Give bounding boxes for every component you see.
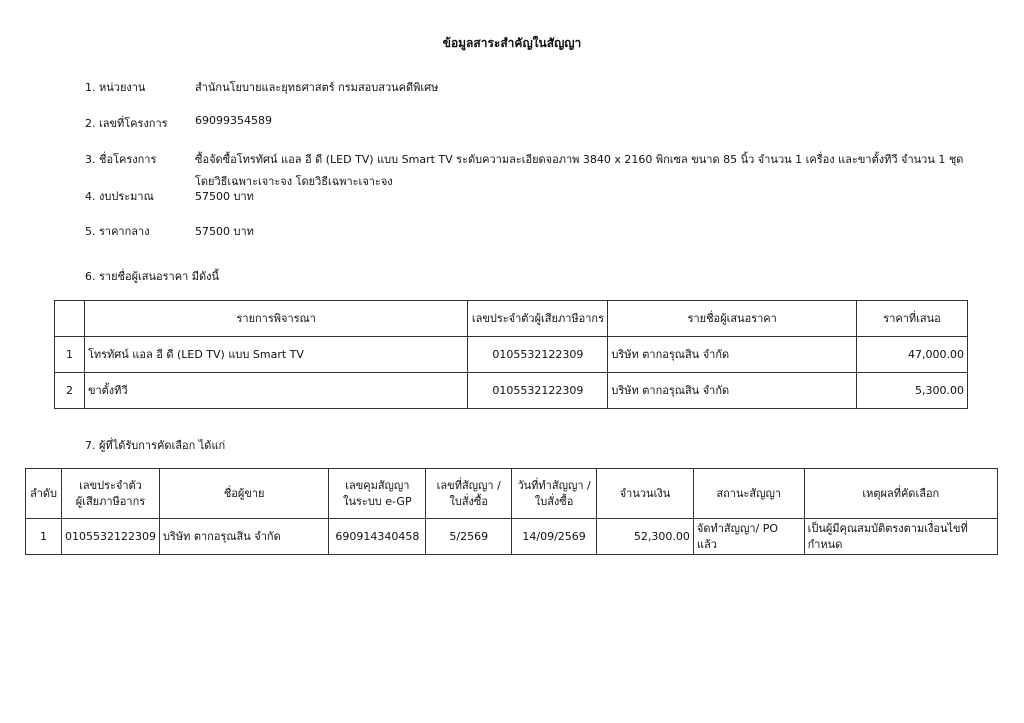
table-cell: บริษัท ตากอรุณสิน จำกัด: [608, 373, 857, 409]
table-cell: 0105532122309: [468, 373, 608, 409]
table-cell: 5,300.00: [857, 373, 968, 409]
table-header: ลำดับ: [26, 469, 62, 519]
table-header-row: [26, 469, 998, 519]
table-header: [512, 469, 597, 519]
table-cell: โทรทัศน์ แอล อี ดี (LED TV) แบบ Smart TV: [84, 337, 467, 373]
table-header: รายชื่อผู้เสนอราคา: [608, 301, 857, 337]
field-label: 2. เลขที่โครงการ: [85, 117, 168, 130]
header-line: เลขประจำตัว: [79, 478, 142, 492]
field-label: 1. หน่วยงาน: [85, 81, 146, 94]
table-header-row: [55, 301, 968, 337]
header-line: วันที่ทำสัญญา /: [517, 478, 591, 492]
table-cell: บริษัท ตากอรุณสิน จำกัด: [608, 337, 857, 373]
table-cell: 1: [55, 337, 85, 373]
table-cell: เป็นผู้มีคุณสมบัติตรงตามเงื่อนไขที่กำหนด: [804, 519, 997, 555]
table-cell: 14/09/2569: [512, 519, 597, 555]
section7-heading: 7. ผู้ที่ได้รับการคัดเลือก ได้แก่: [85, 439, 226, 452]
table-cell: 1: [26, 519, 62, 555]
table-header: สถานะสัญญา: [693, 469, 804, 519]
table-header: ราคาที่เสนอ: [857, 301, 968, 337]
table-cell: 5/2569: [426, 519, 512, 555]
table-header: [61, 469, 159, 519]
table-header: รายการพิจารณา: [84, 301, 467, 337]
table-header: [329, 469, 426, 519]
winners-table: [25, 468, 998, 555]
field-label: 5. ราคากลาง: [85, 225, 150, 238]
table-cell: จัดทำสัญญา/ PO แล้ว: [693, 519, 804, 555]
table-header: [426, 469, 512, 519]
field-label: 3. ชื่อโครงการ: [85, 153, 157, 166]
table-cell: 0105532122309: [61, 519, 159, 555]
table-cell: 690914340458: [329, 519, 426, 555]
document-title: ข้อมูลสาระสำคัญในสัญญา: [442, 36, 582, 50]
header-line: ใบสั่งซื้อ: [449, 494, 488, 508]
table-header: [55, 301, 85, 337]
table-row: [55, 373, 968, 409]
table-header: ชื่อผู้ขาย: [159, 469, 328, 519]
header-line: ในระบบ e-GP: [343, 494, 412, 508]
section6-heading: 6. รายชื่อผู้เสนอราคา มีดังนี้: [85, 270, 220, 283]
header-line: ใบสั่งซื้อ: [534, 494, 574, 508]
table-row: [55, 337, 968, 373]
field-value-line2: โดยวิธีเฉพาะเจาะจง โดยวิธีเฉพาะเจาะจง: [195, 175, 393, 188]
table-header: เลขประจำตัวผู้เสียภาษีอากร: [468, 301, 608, 337]
bidders-table: [54, 300, 968, 409]
header-line: เลขคุมสัญญา: [345, 478, 410, 492]
table-cell: 52,300.00: [597, 519, 694, 555]
table-cell: 47,000.00: [857, 337, 968, 373]
header-line: เลขที่สัญญา /: [436, 478, 501, 492]
field-value: 57500 บาท: [195, 190, 254, 203]
table-row: [26, 519, 998, 555]
table-cell: 0105532122309: [468, 337, 608, 373]
field-value: 57500 บาท: [195, 225, 254, 238]
table-cell: บริษัท ตากอรุณสิน จำกัด: [159, 519, 328, 555]
table-header: จำนวนเงิน: [597, 469, 694, 519]
table-cell: 2: [55, 373, 85, 409]
header-line: ผู้เสียภาษีอากร: [75, 494, 146, 508]
field-value: 69099354589: [195, 114, 272, 127]
field-value: สำนักนโยบายและยุทธศาสตร์ กรมสอบสวนคดีพิเศษ: [195, 81, 439, 94]
table-cell: ขาตั้งทีวี: [84, 373, 467, 409]
table-header: เหตุผลที่คัดเลือก: [804, 469, 997, 519]
field-label: 4. งบประมาณ: [85, 190, 154, 203]
field-value: ซื้อจัดซื้อโทรทัศน์ แอล อี ดี (LED TV) แบบ Smart TV ระดับความละเอียดจอภาพ 3840 x 2160 พิกเซล ขนาด 85 นิ้ว จำนวน 1 เครื่อง และขาตั้งทีวี จำนวน 1 ชุด: [195, 153, 964, 166]
